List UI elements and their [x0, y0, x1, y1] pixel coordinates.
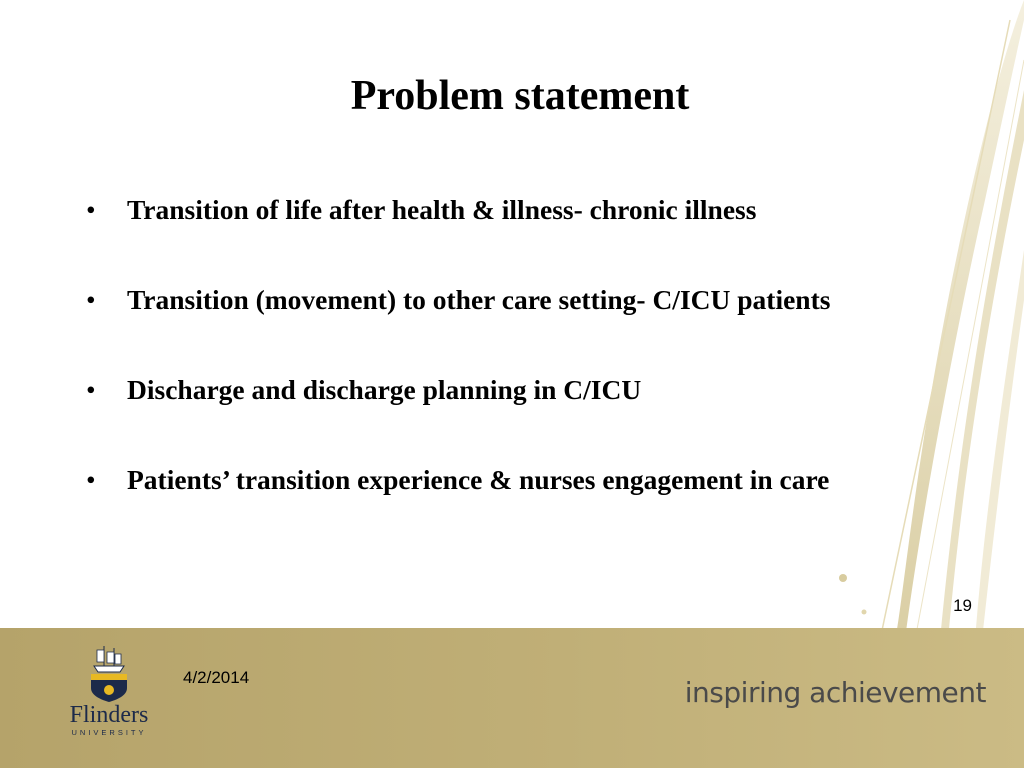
page-number: 19 [953, 596, 972, 615]
tagline: inspiring achievement [684, 676, 986, 709]
university-logo [64, 642, 154, 754]
slide-title: Problem statement [350, 73, 690, 119]
bullet-dot: • [86, 464, 96, 495]
bullet-text: Transition (movement) to other care setting- C/ICU patients [127, 284, 831, 315]
bullet-dot: • [86, 194, 96, 225]
logo-subtitle: UNIVERSITY [71, 728, 147, 737]
bullet-text: Patients’ transition experience & nurses engagement in care [127, 464, 830, 495]
flinders-crest-icon [64, 642, 154, 702]
slide-date: 4/2/2014 [183, 668, 250, 687]
logo-wordmark: Flinders [69, 702, 149, 728]
bullet-item [86, 372, 936, 408]
bullet-item [86, 462, 936, 498]
bullet-list [86, 192, 936, 498]
bullet-text: Transition of life after health & illness- chronic illness [127, 194, 757, 225]
bullet-dot: • [86, 374, 96, 405]
bullet-item [86, 192, 936, 228]
footer-band [0, 628, 1024, 768]
bullet-text: Discharge and discharge planning in C/ICU [127, 374, 642, 405]
bullet-item [86, 282, 936, 318]
bullet-dot: • [86, 284, 96, 315]
